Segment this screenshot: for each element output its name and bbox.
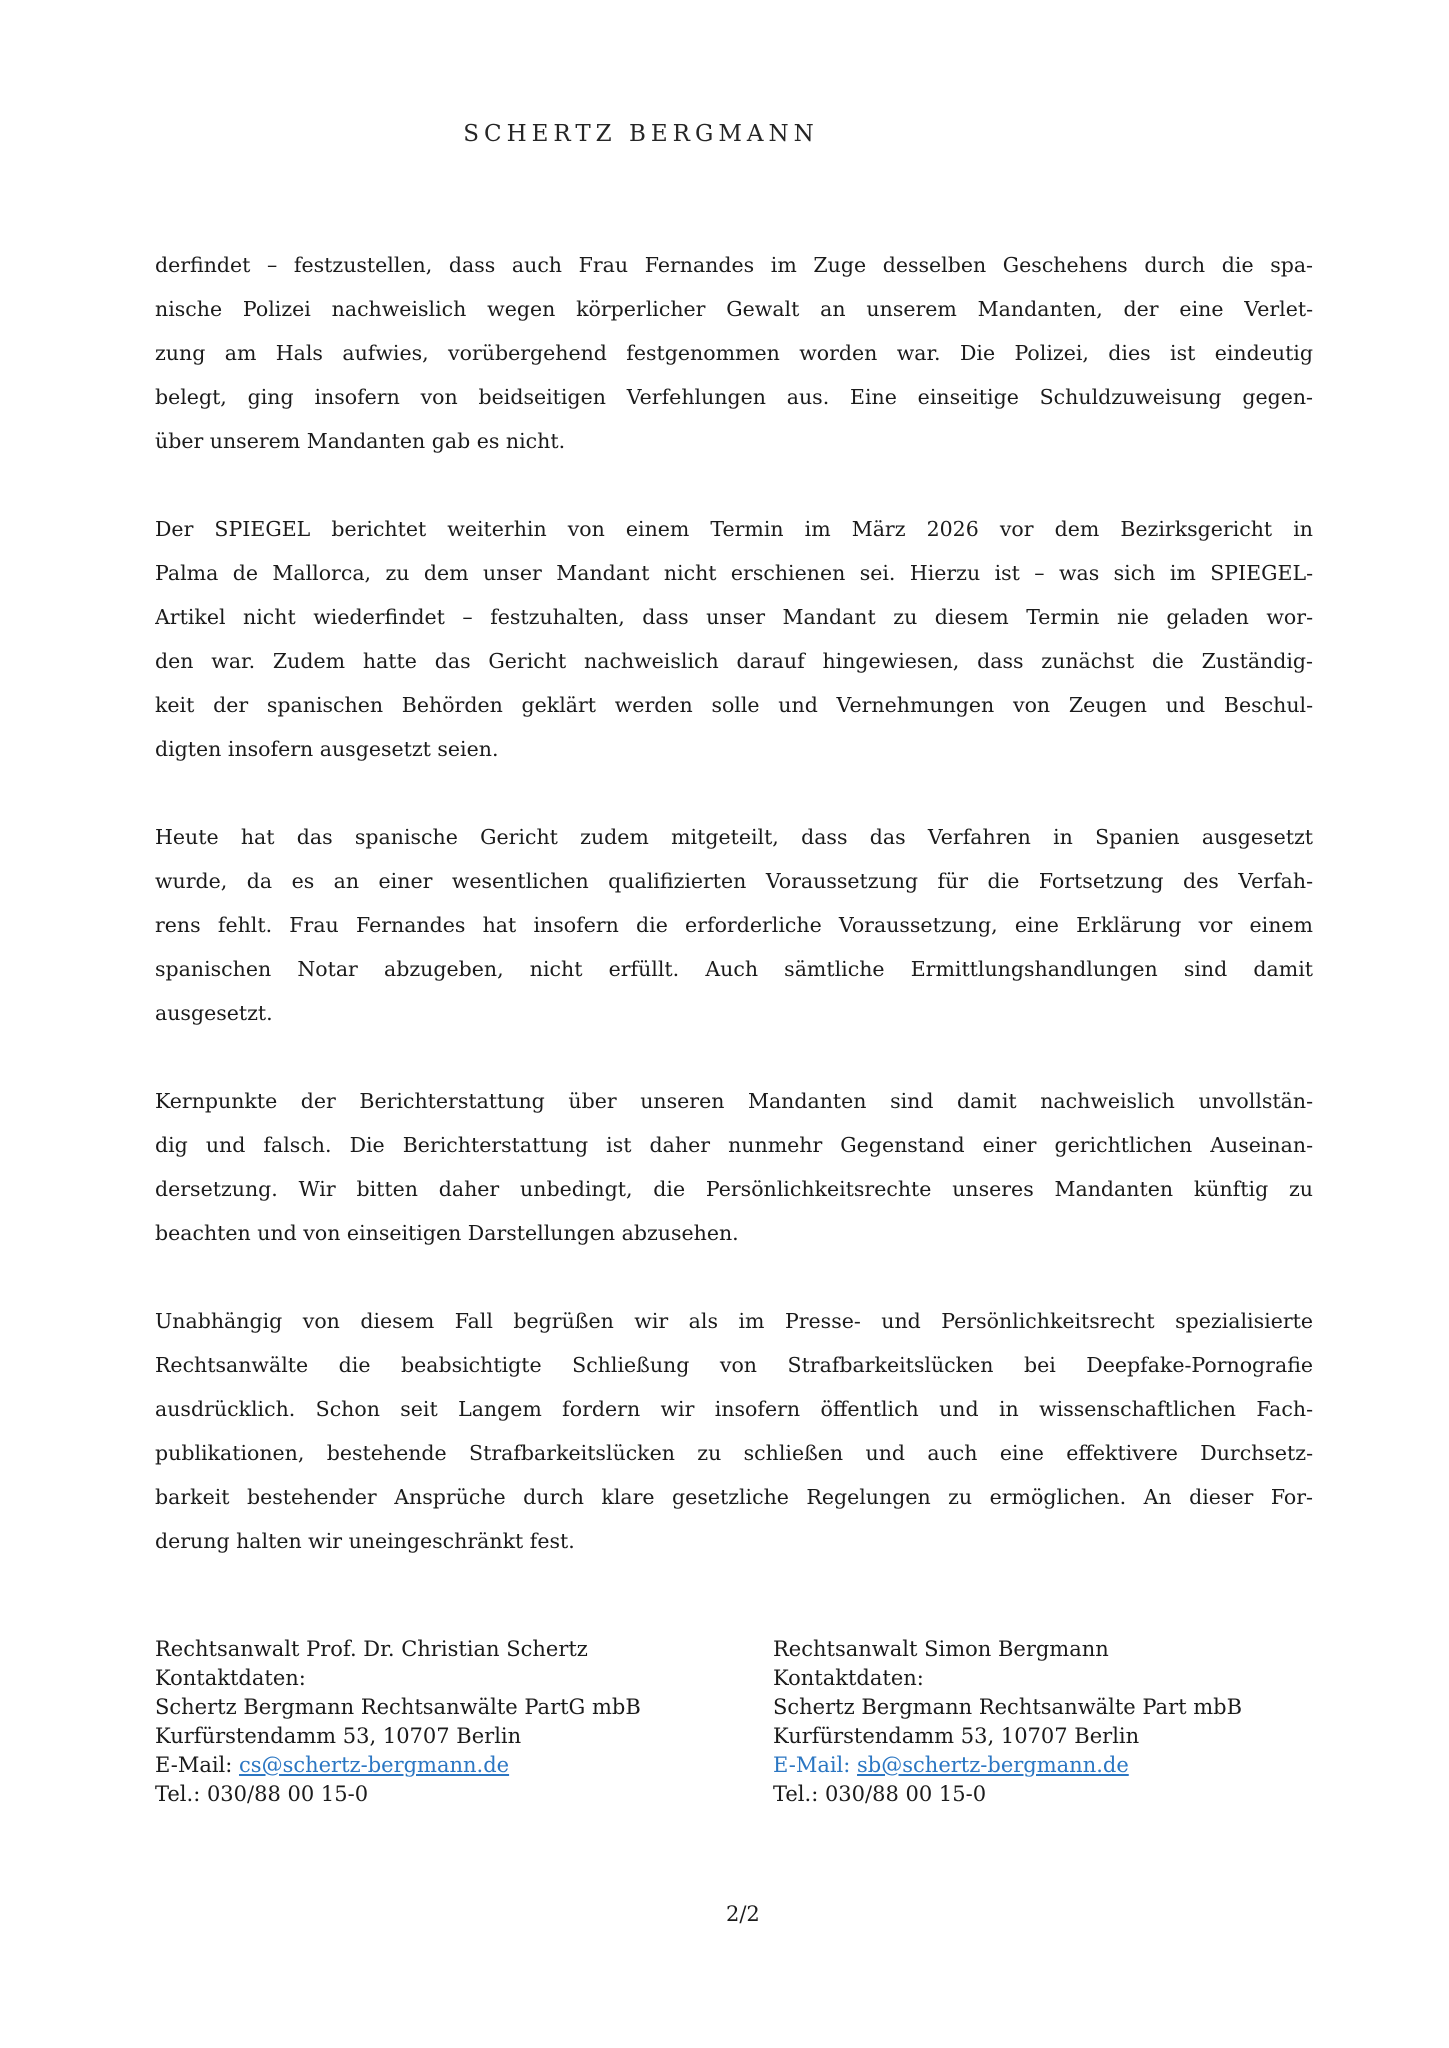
contact-blocks: [155, 1635, 1313, 1809]
text-line: Kernpunkte der Berichterstattung über unseren Mandanten sind damit nachweislich unvollstän-: [155, 1089, 1313, 1113]
contact-label: Kontaktdaten:: [155, 1666, 306, 1690]
page-number: 2/2: [726, 1902, 760, 1926]
text-line: spanischen Notar abzugeben, nicht erfüllt. Auch sämtliche Ermittlungshandlungen sind damit: [155, 957, 1313, 981]
email-link-cs[interactable]: cs@schertz-bergmann.de: [239, 1753, 510, 1777]
paragraph-4: [155, 1079, 1313, 1255]
letterhead-firm-name: SCHERTZ BERGMANN: [463, 121, 819, 147]
text-line: barkeit bestehender Ansprüche durch klare gesetzliche Regelungen zu ermöglichen. An dieser For-: [155, 1485, 1313, 1509]
paragraph-3: [155, 815, 1313, 1035]
text-line: den war. Zudem hatte das Gericht nachweislich darauf hingewiesen, dass zunächst die Zuständig-: [155, 649, 1313, 673]
letter-body: [155, 243, 1313, 1563]
text-line: wurde, da es an einer wesentlichen qualifizierten Voraussetzung für die Fortsetzung des Verfah-: [155, 869, 1313, 893]
contact-label: Kontaktdaten:: [773, 1666, 924, 1690]
text-line: Artikel nicht wiederfindet – festzuhalten, dass unser Mandant zu diesem Termin nie geladen wor-: [155, 605, 1313, 629]
text-line: beachten und von einseitigen Darstellungen abzusehen.: [155, 1221, 739, 1245]
paragraph-1: [155, 243, 1313, 463]
text-line: Der SPIEGEL berichtet weiterhin von einem Termin im März 2026 vor dem Bezirksgericht in: [155, 517, 1313, 541]
text-line: über unserem Mandanten gab es nicht.: [155, 429, 566, 453]
lawyer-name: Rechtsanwalt Prof. Dr. Christian Schertz: [155, 1637, 588, 1661]
firm-name-line: Schertz Bergmann Rechtsanwälte PartG mbB: [155, 1695, 641, 1719]
text-line: Rechtsanwälte die beabsichtigte Schließung von Strafbarkeitslücken bei Deepfake-Pornografie: [155, 1353, 1313, 1377]
email-label: E-Mail:: [155, 1753, 240, 1777]
address-line: Kurfürstendamm 53, 10707 Berlin: [155, 1724, 522, 1748]
email-line: [773, 1751, 1313, 1780]
text-line: dig und falsch. Die Berichterstattung ist daher nunmehr Gegenstand einer gerichtlichen Auseinan-: [155, 1133, 1313, 1157]
text-line: dersetzung. Wir bitten daher unbedingt, die Persönlichkeitsrechte unseres Mandanten künftig zu: [155, 1177, 1313, 1201]
text-line: publikationen, bestehende Strafbarkeitslücken zu schließen und auch eine effektivere Durchsetz-: [155, 1441, 1313, 1465]
text-line: ausgesetzt.: [155, 1001, 273, 1025]
paragraph-5: [155, 1299, 1313, 1563]
paragraph-2: [155, 507, 1313, 771]
text-line: Unabhängig von diesem Fall begrüßen wir als im Presse- und Persönlichkeitsrecht spezialisierte: [155, 1309, 1313, 1333]
text-line: nische Polizei nachweislich wegen körperlicher Gewalt an unserem Mandanten, der eine Verlet-: [155, 297, 1313, 321]
address-line: Kurfürstendamm 53, 10707 Berlin: [773, 1724, 1140, 1748]
phone-line: Tel.: 030/88 00 15-0: [773, 1782, 987, 1806]
firm-name-line: Schertz Bergmann Rechtsanwälte Part mbB: [773, 1695, 1243, 1719]
text-line: belegt, ging insofern von beidseitigen Verfehlungen aus. Eine einseitige Schuldzuweisung gegen-: [155, 385, 1313, 409]
text-line: digten insofern ausgesetzt seien.: [155, 737, 499, 761]
text-line: rens fehlt. Frau Fernandes hat insofern die erforderliche Voraussetzung, eine Erklärung vor einem: [155, 913, 1313, 937]
email-line: [155, 1751, 773, 1780]
email-label: E-Mail:: [773, 1753, 858, 1777]
text-line: derfindet – festzustellen, dass auch Frau Fernandes im Zuge desselben Geschehens durch die spa-: [155, 253, 1313, 277]
phone-line: Tel.: 030/88 00 15-0: [155, 1782, 369, 1806]
text-line: derung halten wir uneingeschränkt fest.: [155, 1529, 575, 1553]
text-line: Palma de Mallorca, zu dem unser Mandant nicht erschienen sei. Hierzu ist – was sich im SPIEGEL-: [155, 561, 1313, 585]
text-line: ausdrücklich. Schon seit Langem fordern wir insofern öffentlich und in wissenschaftlichen Fach-: [155, 1397, 1313, 1421]
contact-simon-bergmann: [773, 1635, 1313, 1809]
lawyer-name: Rechtsanwalt Simon Bergmann: [773, 1637, 1109, 1661]
text-line: zung am Hals aufwies, vorübergehend festgenommen worden war. Die Polizei, dies ist eindeutig: [155, 341, 1313, 365]
text-line: Heute hat das spanische Gericht zudem mitgeteilt, dass das Verfahren in Spanien ausgesetzt: [155, 825, 1313, 849]
email-link-sb[interactable]: sb@schertz-bergmann.de: [857, 1753, 1129, 1777]
contact-christian-schertz: [155, 1635, 773, 1809]
text-line: keit der spanischen Behörden geklärt werden solle und Vernehmungen von Zeugen und Beschul-: [155, 693, 1313, 717]
